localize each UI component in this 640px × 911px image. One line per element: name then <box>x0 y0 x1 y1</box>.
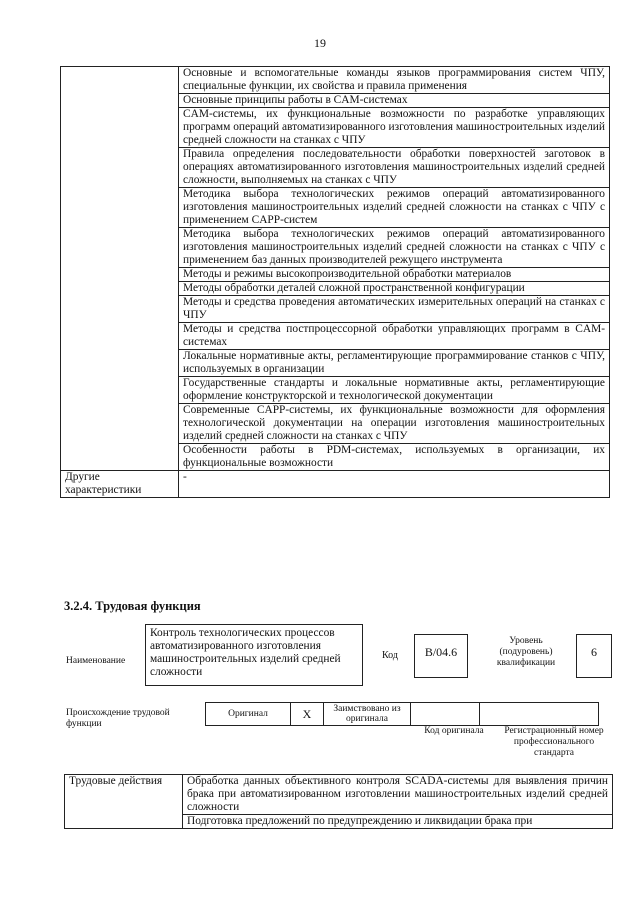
action-item: Обработка данных объективного контроля SCADA-системы для выявления причин брака при автоматизированном изготовлении машиностроительных изделий средней сложности <box>183 775 613 815</box>
table-row <box>206 703 599 726</box>
origin-table <box>205 702 599 726</box>
borrowed-label: Заимствовано из оригинала <box>324 703 411 726</box>
table-row <box>61 67 610 94</box>
knowledge-item: Особенности работы в PDM-системах, используемых в организации, их функциональные возможности <box>179 444 610 471</box>
knowledge-item: Основные и вспомогательные команды языков программирования систем ЧПУ, специальные функции, их свойства и правила применения <box>179 67 610 94</box>
function-code-value: В/04.6 <box>414 634 468 678</box>
knowledge-item: Основные принципы работы в CAM-системах <box>179 94 610 108</box>
section-heading: 3.2.4. Трудовая функция <box>64 599 201 613</box>
knowledge-item: Методы и средства постпроцессорной обработки управляющих программ в CAM-системах <box>179 323 610 350</box>
actions-table <box>64 774 613 829</box>
knowledge-item: Локальные нормативные акты, регламентирующие программирование станков с ЧПУ, используемых в организации <box>179 350 610 377</box>
table-row <box>65 775 613 815</box>
knowledge-item: Методы и средства проведения автоматических измерительных операций на станках с ЧПУ <box>179 296 610 323</box>
knowledge-table <box>60 66 610 498</box>
qualification-level-value: 6 <box>576 634 612 678</box>
code-caption: Код оригинала <box>424 726 484 736</box>
knowledge-item: Методика выбора технологических режимов операций автоматизированного изготовления машиностроительных изделий средней сложности на станках с ЧПУ с применением баз данных производителей режущего инструмента <box>179 228 610 268</box>
knowledge-label-cell <box>61 67 179 471</box>
original-label: Оригинал <box>206 703 291 726</box>
actions-label: Трудовые действия <box>65 775 183 829</box>
other-characteristics-label: Другие характеристики <box>61 471 179 498</box>
page-number: 19 <box>314 36 326 50</box>
registration-number-cell <box>480 703 599 726</box>
function-code-label: Код <box>382 650 398 661</box>
action-item: Подготовка предложений по предупреждению и ликвидации брака при <box>183 815 613 829</box>
table-row <box>61 471 610 498</box>
knowledge-item: Правила определения последовательности обработки поверхностей заготовок в операциях автоматизированного изготовления машиностроительных изделий средней сложности, выполняемых на станках с ЧПУ <box>179 148 610 188</box>
origin-label: Происхождение трудовой функции <box>66 708 170 729</box>
knowledge-item: CAM-системы, их функциональные возможности по разработке управляющих программ операций автоматизированного изготовления машиностроительных изделий средней сложности на станках с ЧПУ <box>179 108 610 148</box>
knowledge-item: Методы обработки деталей сложной пространственной конфигурации <box>179 282 610 296</box>
knowledge-item: Методы и режимы высокопроизводительной обработки материалов <box>179 268 610 282</box>
qualification-level-label: Уровень (подуровень) квалификации <box>496 636 556 668</box>
original-code-cell <box>411 703 480 726</box>
registration-caption: Регистрационный номер профессионального стандарта <box>504 726 604 758</box>
knowledge-item: Государственные стандарты и локальные нормативные акты, регламентирующие оформление конструкторской и технологической документации <box>179 377 610 404</box>
knowledge-item: Современные CAPP-системы, их функциональные возможности для оформления технологической документации на операции изготовления машиностроительных изделий средней сложности на станках с ЧПУ <box>179 404 610 444</box>
other-characteristics-value: - <box>179 471 610 498</box>
function-name-value: Контроль технологических процессов автоматизированного изготовления машиностроительных изделий средней сложности <box>145 624 363 686</box>
knowledge-item: Методика выбора технологических режимов операций автоматизированного изготовления машиностроительных изделий средней сложности на станках с ЧПУ с применением CAPP-систем <box>179 188 610 228</box>
function-name-label: Наименование <box>66 656 126 666</box>
original-mark: X <box>291 703 324 726</box>
